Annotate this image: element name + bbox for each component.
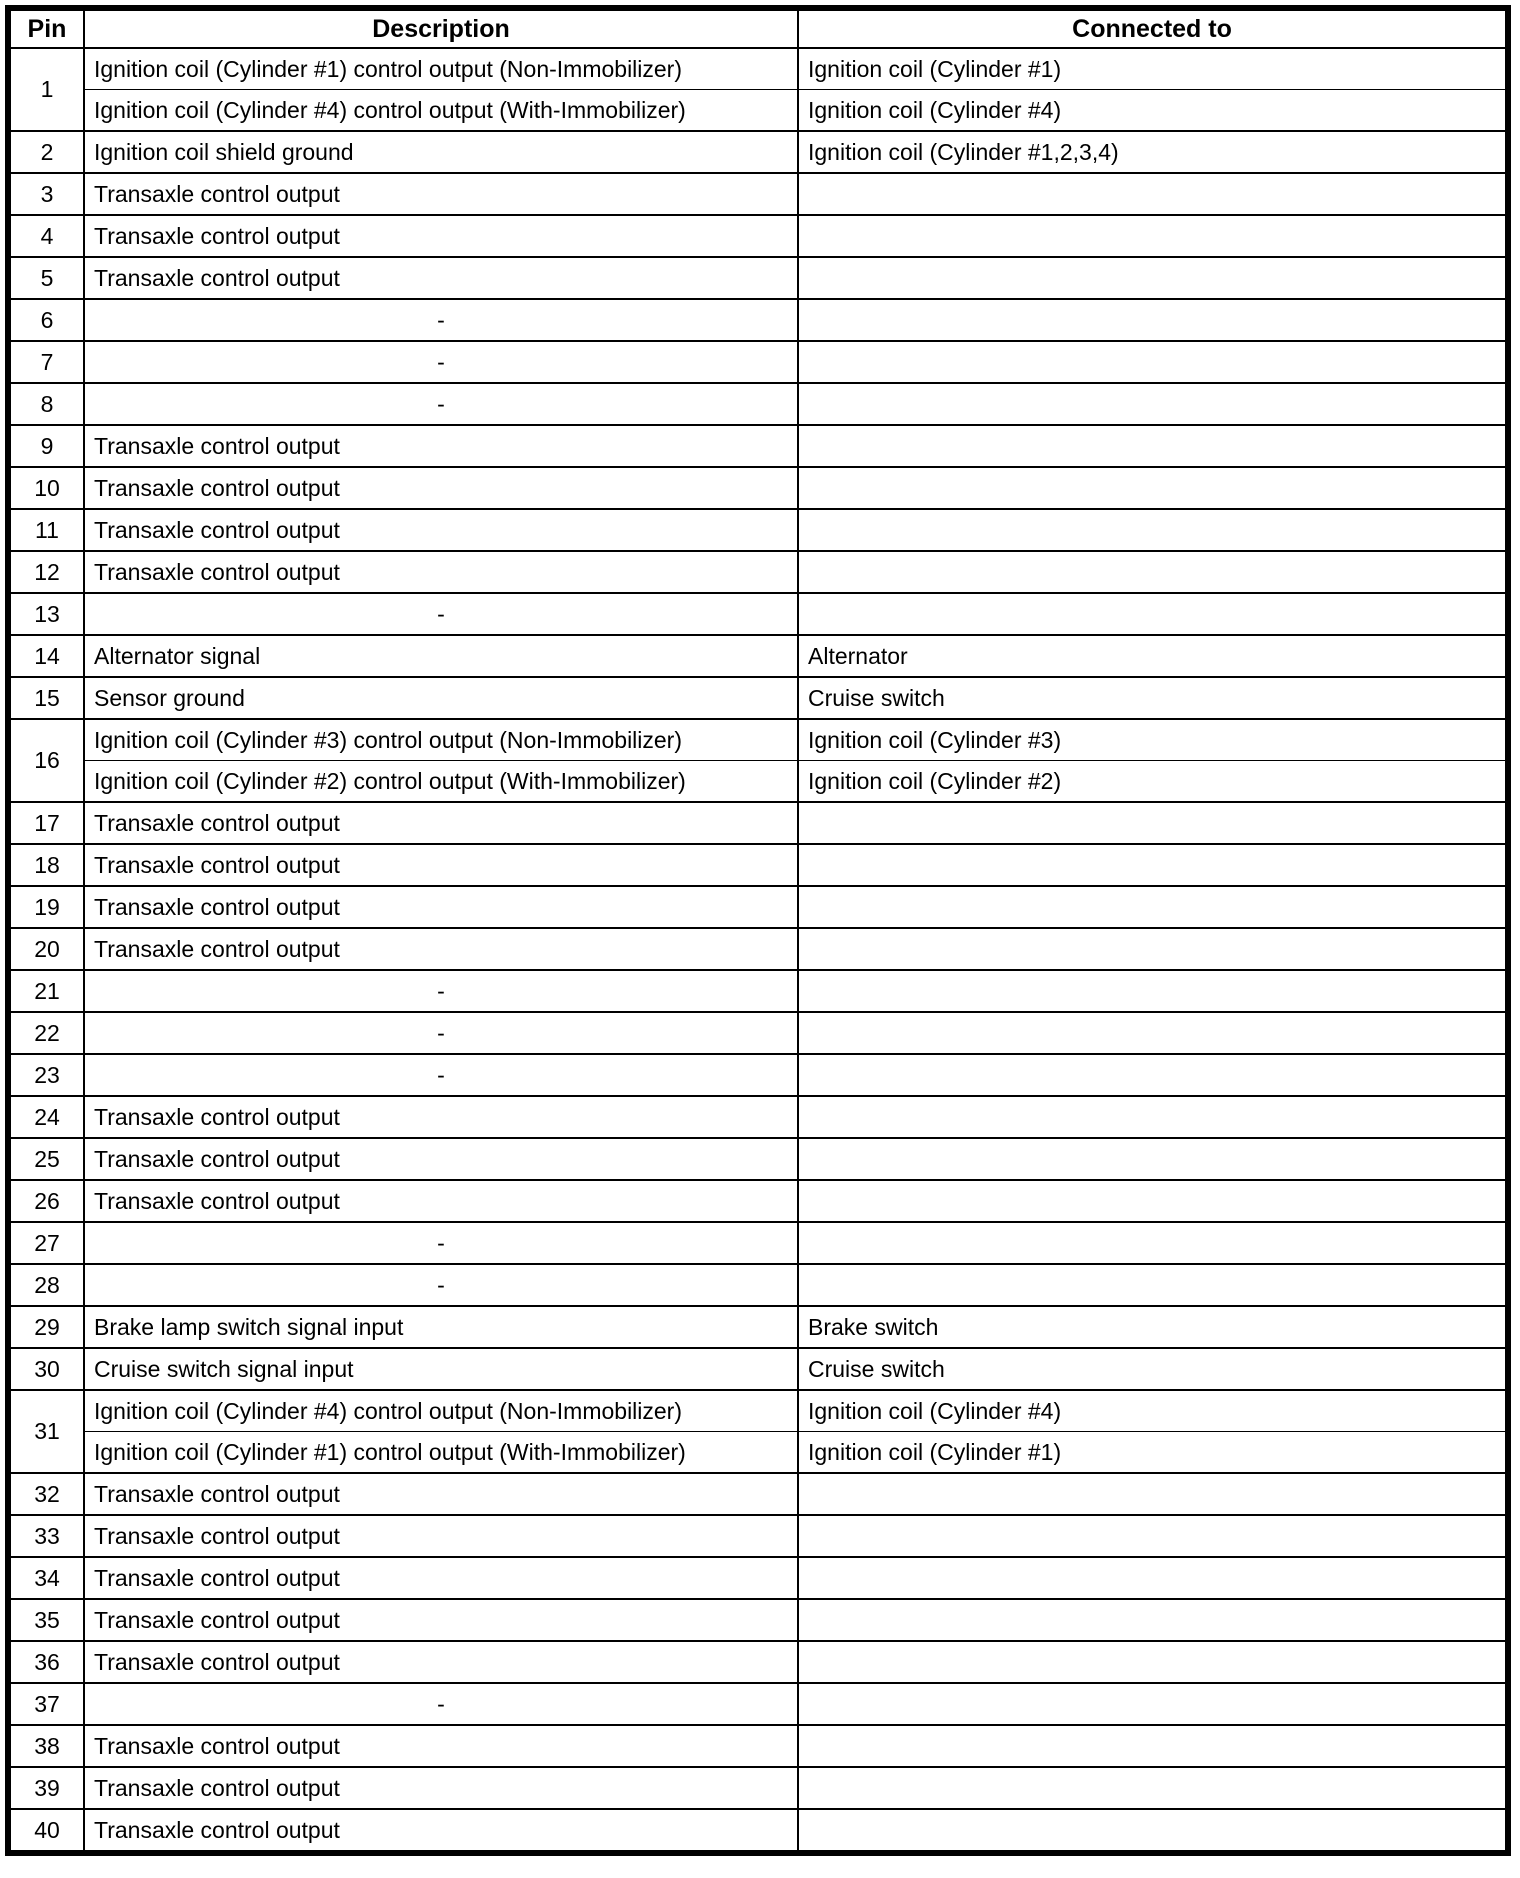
connected-to-cell: Ignition coil (Cylinder #1)	[798, 1432, 1508, 1474]
connected-to-cell: Cruise switch	[798, 677, 1508, 719]
pin-row	[8, 1599, 1508, 1641]
pin-cell: 17	[8, 802, 84, 844]
connected-to-cell: Ignition coil (Cylinder #1)	[798, 48, 1508, 90]
connected-to-cell: Ignition coil (Cylinder #3)	[798, 719, 1508, 761]
description-cell: Transaxle control output	[84, 886, 798, 928]
pin-row	[8, 761, 1508, 803]
description-cell: Transaxle control output	[84, 257, 798, 299]
description-cell: Transaxle control output	[84, 1641, 798, 1683]
description-cell: Transaxle control output	[84, 1725, 798, 1767]
pin-row	[8, 802, 1508, 844]
pin-row	[8, 1809, 1508, 1853]
description-cell: Transaxle control output	[84, 551, 798, 593]
connected-to-cell: Ignition coil (Cylinder #4)	[798, 1390, 1508, 1432]
pin-row	[8, 131, 1508, 173]
pin-row	[8, 1473, 1508, 1515]
pin-cell: 37	[8, 1683, 84, 1725]
pin-row	[8, 383, 1508, 425]
connected-to-cell	[798, 1599, 1508, 1641]
pin-cell: 27	[8, 1222, 84, 1264]
connected-to-cell	[798, 1515, 1508, 1557]
pin-cell: 32	[8, 1473, 84, 1515]
connected-to-cell: Alternator	[798, 635, 1508, 677]
pin-cell: 22	[8, 1012, 84, 1054]
description-cell: -	[84, 1222, 798, 1264]
pin-row	[8, 1096, 1508, 1138]
description-cell: -	[84, 341, 798, 383]
description-cell: Transaxle control output	[84, 1180, 798, 1222]
pin-cell: 25	[8, 1138, 84, 1180]
pin-row	[8, 886, 1508, 928]
pin-row	[8, 719, 1508, 761]
pin-row	[8, 635, 1508, 677]
pin-cell: 19	[8, 886, 84, 928]
description-cell: Transaxle control output	[84, 1096, 798, 1138]
description-cell: Transaxle control output	[84, 1809, 798, 1853]
pin-cell: 14	[8, 635, 84, 677]
description-cell: -	[84, 593, 798, 635]
connected-to-cell	[798, 1054, 1508, 1096]
pin-cell: 33	[8, 1515, 84, 1557]
description-cell: Ignition coil (Cylinder #2) control output (With-Immobilizer)	[84, 761, 798, 803]
pin-cell: 34	[8, 1557, 84, 1599]
connected-to-cell	[798, 1012, 1508, 1054]
connected-to-cell: Ignition coil (Cylinder #1,2,3,4)	[798, 131, 1508, 173]
pin-row	[8, 1054, 1508, 1096]
connected-to-cell	[798, 1096, 1508, 1138]
pin-cell: 21	[8, 970, 84, 1012]
pin-row	[8, 1180, 1508, 1222]
pin-row	[8, 677, 1508, 719]
description-cell: Ignition coil (Cylinder #3) control output (Non-Immobilizer)	[84, 719, 798, 761]
pin-row	[8, 90, 1508, 132]
pin-cell: 7	[8, 341, 84, 383]
description-cell: -	[84, 1683, 798, 1725]
connected-to-cell	[798, 1683, 1508, 1725]
pin-row	[8, 970, 1508, 1012]
connected-to-cell	[798, 257, 1508, 299]
connected-to-cell	[798, 844, 1508, 886]
connected-to-cell: Brake switch	[798, 1306, 1508, 1348]
connected-to-cell	[798, 886, 1508, 928]
pin-row	[8, 1264, 1508, 1306]
connected-to-cell	[798, 593, 1508, 635]
connected-to-cell	[798, 970, 1508, 1012]
pin-row	[8, 551, 1508, 593]
connected-to-cell	[798, 1641, 1508, 1683]
connected-to-cell	[798, 1138, 1508, 1180]
pin-cell: 9	[8, 425, 84, 467]
pin-cell: 28	[8, 1264, 84, 1306]
pin-cell: 39	[8, 1767, 84, 1809]
connected-to-cell: Cruise switch	[798, 1348, 1508, 1390]
pin-row	[8, 1138, 1508, 1180]
pin-cell: 24	[8, 1096, 84, 1138]
pin-cell: 40	[8, 1809, 84, 1853]
pin-row	[8, 467, 1508, 509]
pin-cell: 13	[8, 593, 84, 635]
connected-to-cell	[798, 383, 1508, 425]
pin-cell: 12	[8, 551, 84, 593]
description-cell: Transaxle control output	[84, 509, 798, 551]
pin-row	[8, 1348, 1508, 1390]
pin-row	[8, 844, 1508, 886]
pin-row	[8, 1725, 1508, 1767]
pin-row	[8, 299, 1508, 341]
connected-to-cell	[798, 425, 1508, 467]
description-cell: Ignition coil shield ground	[84, 131, 798, 173]
description-cell: Transaxle control output	[84, 1767, 798, 1809]
pin-cell: 16	[8, 719, 84, 802]
pin-cell: 36	[8, 1641, 84, 1683]
pin-row	[8, 341, 1508, 383]
pin-cell: 18	[8, 844, 84, 886]
ecu-pinout-table	[5, 5, 1511, 1856]
pin-cell: 30	[8, 1348, 84, 1390]
connected-to-cell: Ignition coil (Cylinder #4)	[798, 90, 1508, 132]
pin-row	[8, 1683, 1508, 1725]
pin-cell: 3	[8, 173, 84, 215]
description-cell: Cruise switch signal input	[84, 1348, 798, 1390]
pin-cell: 1	[8, 48, 84, 131]
pin-row	[8, 1012, 1508, 1054]
pin-row	[8, 1432, 1508, 1474]
description-cell: Transaxle control output	[84, 1473, 798, 1515]
connected-to-cell	[798, 1222, 1508, 1264]
description-cell: -	[84, 299, 798, 341]
pin-cell: 20	[8, 928, 84, 970]
connected-to-cell	[798, 341, 1508, 383]
description-cell: Ignition coil (Cylinder #1) control output (With-Immobilizer)	[84, 1432, 798, 1474]
pin-cell: 8	[8, 383, 84, 425]
pin-cell: 35	[8, 1599, 84, 1641]
pin-row	[8, 928, 1508, 970]
description-cell: Transaxle control output	[84, 173, 798, 215]
pin-row	[8, 1515, 1508, 1557]
description-cell: Transaxle control output	[84, 1515, 798, 1557]
col-header-pin: Pin	[8, 8, 84, 48]
pin-cell: 10	[8, 467, 84, 509]
pin-row	[8, 1222, 1508, 1264]
pin-cell: 15	[8, 677, 84, 719]
connected-to-cell	[798, 802, 1508, 844]
description-cell: Transaxle control output	[84, 215, 798, 257]
description-cell: Sensor ground	[84, 677, 798, 719]
pin-table-body	[8, 48, 1508, 1853]
col-header-description: Description	[84, 8, 798, 48]
connected-to-cell	[798, 467, 1508, 509]
description-cell: Transaxle control output	[84, 1599, 798, 1641]
description-cell: -	[84, 1054, 798, 1096]
pin-row	[8, 1306, 1508, 1348]
pin-row	[8, 1557, 1508, 1599]
description-cell: Transaxle control output	[84, 425, 798, 467]
connected-to-cell	[798, 173, 1508, 215]
pin-row	[8, 509, 1508, 551]
description-cell: Transaxle control output	[84, 802, 798, 844]
description-cell: Brake lamp switch signal input	[84, 1306, 798, 1348]
pin-cell: 38	[8, 1725, 84, 1767]
connected-to-cell	[798, 551, 1508, 593]
description-cell: Ignition coil (Cylinder #4) control output (With-Immobilizer)	[84, 90, 798, 132]
pin-row	[8, 257, 1508, 299]
col-header-connected-to: Connected to	[798, 8, 1508, 48]
pin-cell: 2	[8, 131, 84, 173]
pin-row	[8, 593, 1508, 635]
connected-to-cell	[798, 928, 1508, 970]
connected-to-cell	[798, 1473, 1508, 1515]
description-cell: Transaxle control output	[84, 928, 798, 970]
description-cell: Transaxle control output	[84, 1138, 798, 1180]
connected-to-cell	[798, 1725, 1508, 1767]
pin-cell: 4	[8, 215, 84, 257]
pin-cell: 26	[8, 1180, 84, 1222]
header-row	[8, 8, 1508, 48]
pin-row	[8, 215, 1508, 257]
pin-cell: 29	[8, 1306, 84, 1348]
connected-to-cell: Ignition coil (Cylinder #2)	[798, 761, 1508, 803]
connected-to-cell	[798, 1557, 1508, 1599]
pin-row	[8, 48, 1508, 90]
description-cell: Transaxle control output	[84, 844, 798, 886]
description-cell: -	[84, 1264, 798, 1306]
connected-to-cell	[798, 1180, 1508, 1222]
pin-row	[8, 173, 1508, 215]
pin-row	[8, 1641, 1508, 1683]
description-cell: -	[84, 383, 798, 425]
description-cell: Transaxle control output	[84, 1557, 798, 1599]
pin-cell: 11	[8, 509, 84, 551]
description-cell: Ignition coil (Cylinder #4) control output (Non-Immobilizer)	[84, 1390, 798, 1432]
pin-row	[8, 1767, 1508, 1809]
connected-to-cell	[798, 299, 1508, 341]
pin-cell: 23	[8, 1054, 84, 1096]
description-cell: Alternator signal	[84, 635, 798, 677]
pin-row	[8, 1390, 1508, 1432]
description-cell: Ignition coil (Cylinder #1) control output (Non-Immobilizer)	[84, 48, 798, 90]
pin-row	[8, 425, 1508, 467]
pin-cell: 5	[8, 257, 84, 299]
connected-to-cell	[798, 1767, 1508, 1809]
pin-cell: 31	[8, 1390, 84, 1473]
description-cell: Transaxle control output	[84, 467, 798, 509]
connected-to-cell	[798, 1264, 1508, 1306]
connected-to-cell	[798, 1809, 1508, 1853]
connected-to-cell	[798, 509, 1508, 551]
pin-cell: 6	[8, 299, 84, 341]
description-cell: -	[84, 1012, 798, 1054]
description-cell: -	[84, 970, 798, 1012]
connected-to-cell	[798, 215, 1508, 257]
